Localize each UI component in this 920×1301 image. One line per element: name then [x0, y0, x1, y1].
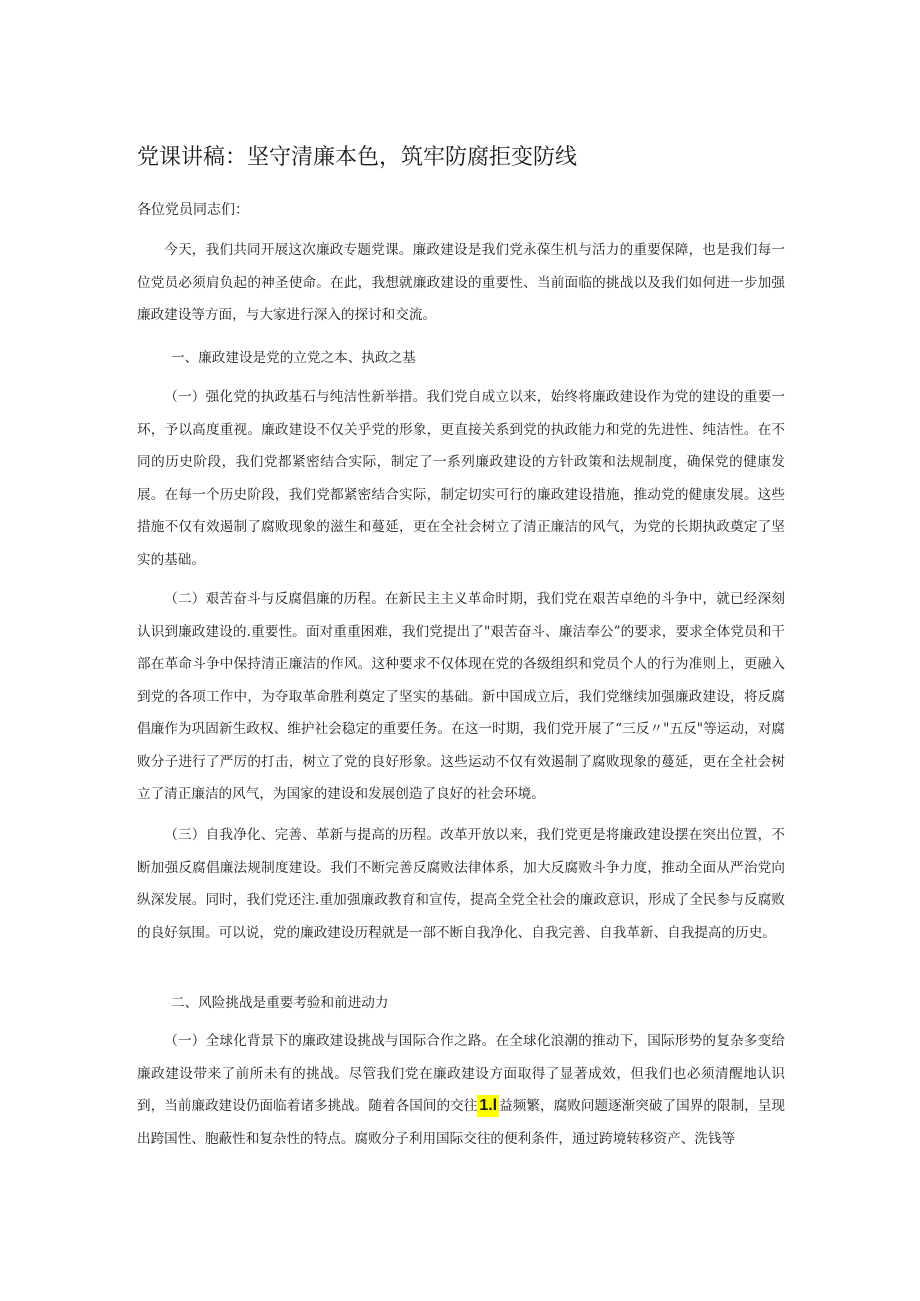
document-title: 党课讲稿：坚守清廉本色，筑牢防腐拒变防线	[137, 145, 578, 170]
highlighted-marker: 1.l	[477, 1095, 499, 1117]
paragraph-text-after-marker: 益频繁，腐败问题逐渐突破了国界的限制，呈现出跨国性、胞蔽性和复杂性的特点。腐败分子利用国际交往的便利条件，通过跨境转移资产、洗钱等	[137, 1098, 785, 1147]
section-2-heading: 二、风险挑战是重要考验和前进动力	[171, 995, 389, 1011]
section-1-paragraph-2: （二）艰苦奋斗与反腐倡廉的历程。在新民主主义革命时期，我们党在艰苦卓绝的斗争中，就已经深刻认识到廉政建设的.重要性。面对重重困难，我们党提出了"艰苦奋斗、廉洁奉公”的要求，要求全体党员和干部在革命斗争中保持清正廉洁的作风。这种要求不仅体现在党的各级组织和党员个人的行为准则上，更融入到党的各项工作中，为夺取革命胜利奠定了坚实的基础。新中国成立后，我们党继续加强廉政建设，将反腐倡廉作为巩固新生政权、维护社会稳定的重要任务。在这一时期，我们党开展了“三反〃"五反"等运动，对腐败分子进行了严厉的打击，树立了党的良好形象。这些运动不仅有效遏制了腐败现象的蔓延，更在全社会树立了清正廉洁的风气，为国家的建设和发展创造了良好的社会环境。	[137, 591, 785, 802]
section-1-paragraph-1: （一）强化党的执政基石与纯洁性新举措。我们党自成立以来，始终将廉政建设作为党的建设的重要一环，予以高度重视。廉政建设不仅关乎党的形象，更直接关系到党的执政能力和党的先进性、纯洁性。在不同的历史阶段，我们党都紧密结合实际，制定了一系列廉政建设的方针政策和法规制度，确保党的健康发展。在每一个历史阶段，我们党都紧密结合实际，制定切实可行的廉政建设措施，推动党的健康发展。这些措施不仅有效遏制了腐败现象的滋生和蔓延，更在全社会树立了清正廉洁的风气，为党的长期执政奠定了坚实的基础。	[137, 389, 785, 568]
paragraph-text-before-marker: （一）全球化背景下的廉政建设挑战与国际合作之路。在全球化浪潮的推动下，国际形势的复杂多变给廉政建设带来了前所未有的挑战。尽管我们党在廉政建设方面取得了显著成效，但我们也必须清醒地认识到，当前廉政建设仍面临着诸多挑战。随着各国间的交往	[137, 1033, 785, 1114]
salutation: 各位党员同志们：	[137, 202, 249, 218]
intro-paragraph: 今天，我们共同开展这次廉政专题党课。廉政建设是我们党永葆生机与活力的重要保障，也是我们每一位党员必须肩负起的神圣使命。在此，我想就廉政建设的重要性、当前面临的挑战以及我们如何进一步加强廉政建设等方面，与大家进行深入的探讨和交流。	[137, 242, 785, 323]
section-1-heading: 一、廉政建设是党的立党之本、执政之基	[171, 350, 416, 366]
section-1-paragraph-3: （三）自我净化、完善、革新与提高的历程。改革开放以来，我们党更是将廉政建设摆在突出位置，不断加强反腐倡廉法规制度建设。我们不断完善反腐败法律体系，加大反腐败斗争力度，推动全面从严治党向纵深发展。同时，我们党还注.重加强廉政教育和宣传，提高全党全社会的廉政意识，形成了全民参与反腐败的良好氛围。可以说，党的廉政建设历程就是一部不断自我净化、自我完善、自我革新、自我提高的历史。	[137, 827, 785, 941]
section-2-paragraph-1	[137, 1025, 785, 1155]
